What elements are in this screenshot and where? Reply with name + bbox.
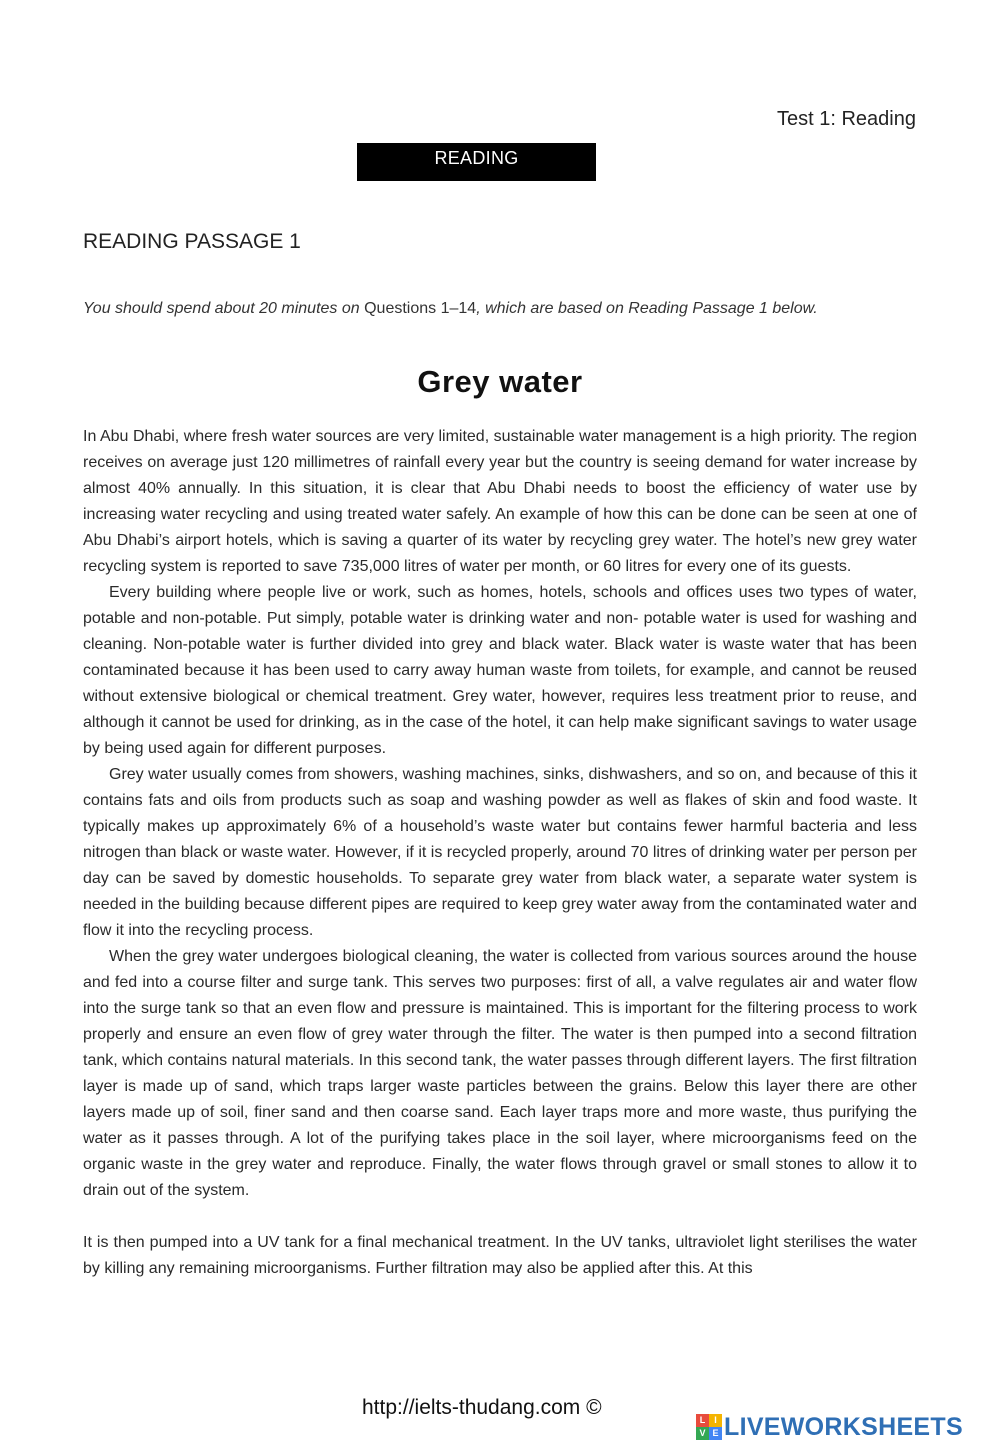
liveworksheets-logo — [696, 1410, 963, 1444]
paragraph-5: It is then pumped into a UV tank for a final mechanical treatment. In the UV tanks, ultraviolet light sterilises the water by killing any remaining microorganisms. Further filtration may also be applied after this. At this — [83, 1234, 917, 1277]
logo-letter-e: E — [709, 1427, 722, 1440]
logo-letter-v: V — [696, 1427, 709, 1440]
passage-heading: READING PASSAGE 1 — [83, 230, 301, 253]
paragraph-1: In Abu Dhabi, where fresh water sources are very limited, sustainable water management is a high priority. The region receives on average just 120 millimetres of rainfall every year but the country is seeing demand for water increase by almost 40% annually. In this situation, it is clear that Abu Dhabi needs to boost the efficiency of water use by increasing water recycling and using treated water safely. An example of how this can be done can be seen at one of Abu Dhabi’s airport hotels, which is saving a quarter of its water by recycling grey water. The hotel’s new grey water recycling system is reported to save 735,000 litres of water per month, or 60 litres for every one of its guests. — [83, 428, 917, 575]
instructions — [83, 300, 818, 318]
instructions-pre: You should spend about 20 minutes on — [83, 300, 365, 317]
liveworksheets-wordmark: LIVEWORKSHEETS — [724, 1412, 963, 1441]
liveworksheets-icon — [696, 1414, 722, 1440]
paragraph-2: Every building where people live or work, such as homes, hotels, schools and offices uses two types of water, potable and non-potable. Put simply, potable water is drinking water and non- potable water is used for washing and cleaning. Non-potable water is further divided into grey and black water. Black water is waste water that has been contaminated because it has been used to carry away human waste from toilets, for example, and cannot be reused without extensive biological or chemical treatment. Grey water, however, requires less treatment prior to reuse, and although it cannot be used for drinking, as in the case of the hotel, it can help make significant savings to water usage by being used again for different purposes. — [83, 584, 917, 757]
footer-url: http://ielts-thudang.com © — [362, 1396, 602, 1419]
logo-letter-i: I — [709, 1414, 722, 1427]
paragraph-4: When the grey water undergoes biological cleaning, the water is collected from various sources around the house and fed into a course filter and surge tank. This serves two purposes: first of all, a valve regulates air and water flow into the surge tank so that an even flow and pressure is maintained. This is important for the filtering process to work properly and ensure an even flow of grey water through the filter. The water is then pumped into a second filtration tank, which contains natural materials. In this second tank, the water passes through different layers. The first filtration layer is made up of sand, which traps larger waste particles between the grains. Below this layer there are other layers made up of soil, finer sand and then coarse sand. Each layer traps more and more waste, thus purifying the water as it passes through. A lot of the purifying takes place in the soil layer, where microorganisms feed on the organic waste in the grey water and reproduce. Finally, the water flows through gravel or small stones to allow it to drain out of the system. — [83, 948, 917, 1199]
logo-letter-l: L — [696, 1414, 709, 1427]
passage-body — [83, 424, 917, 1282]
paragraph-3: Grey water usually comes from showers, washing machines, sinks, dishwashers, and so on, and because of this it contains fats and oils from products such as soap and washing powder as well as flakes of skin and food waste. It typically makes up approximately 6% of a household’s waste water but contains fewer harmful bacteria and less nitrogen than black or waste water. However, if it is recycled properly, around 70 litres of drinking water per person per day can be saved by domestic households. To separate grey water from black water, a separate water system is needed in the building because different pipes are required to keep grey water away from the contaminated water and flow it into the recycling process. — [83, 766, 917, 939]
instructions-post: , which are based on Reading Passage 1 below. — [476, 300, 818, 317]
instructions-questions: Questions 1–14 — [364, 300, 477, 317]
test-label: Test 1: Reading — [777, 108, 916, 130]
section-banner: READING — [357, 143, 596, 181]
passage-title: Grey water — [417, 364, 583, 399]
